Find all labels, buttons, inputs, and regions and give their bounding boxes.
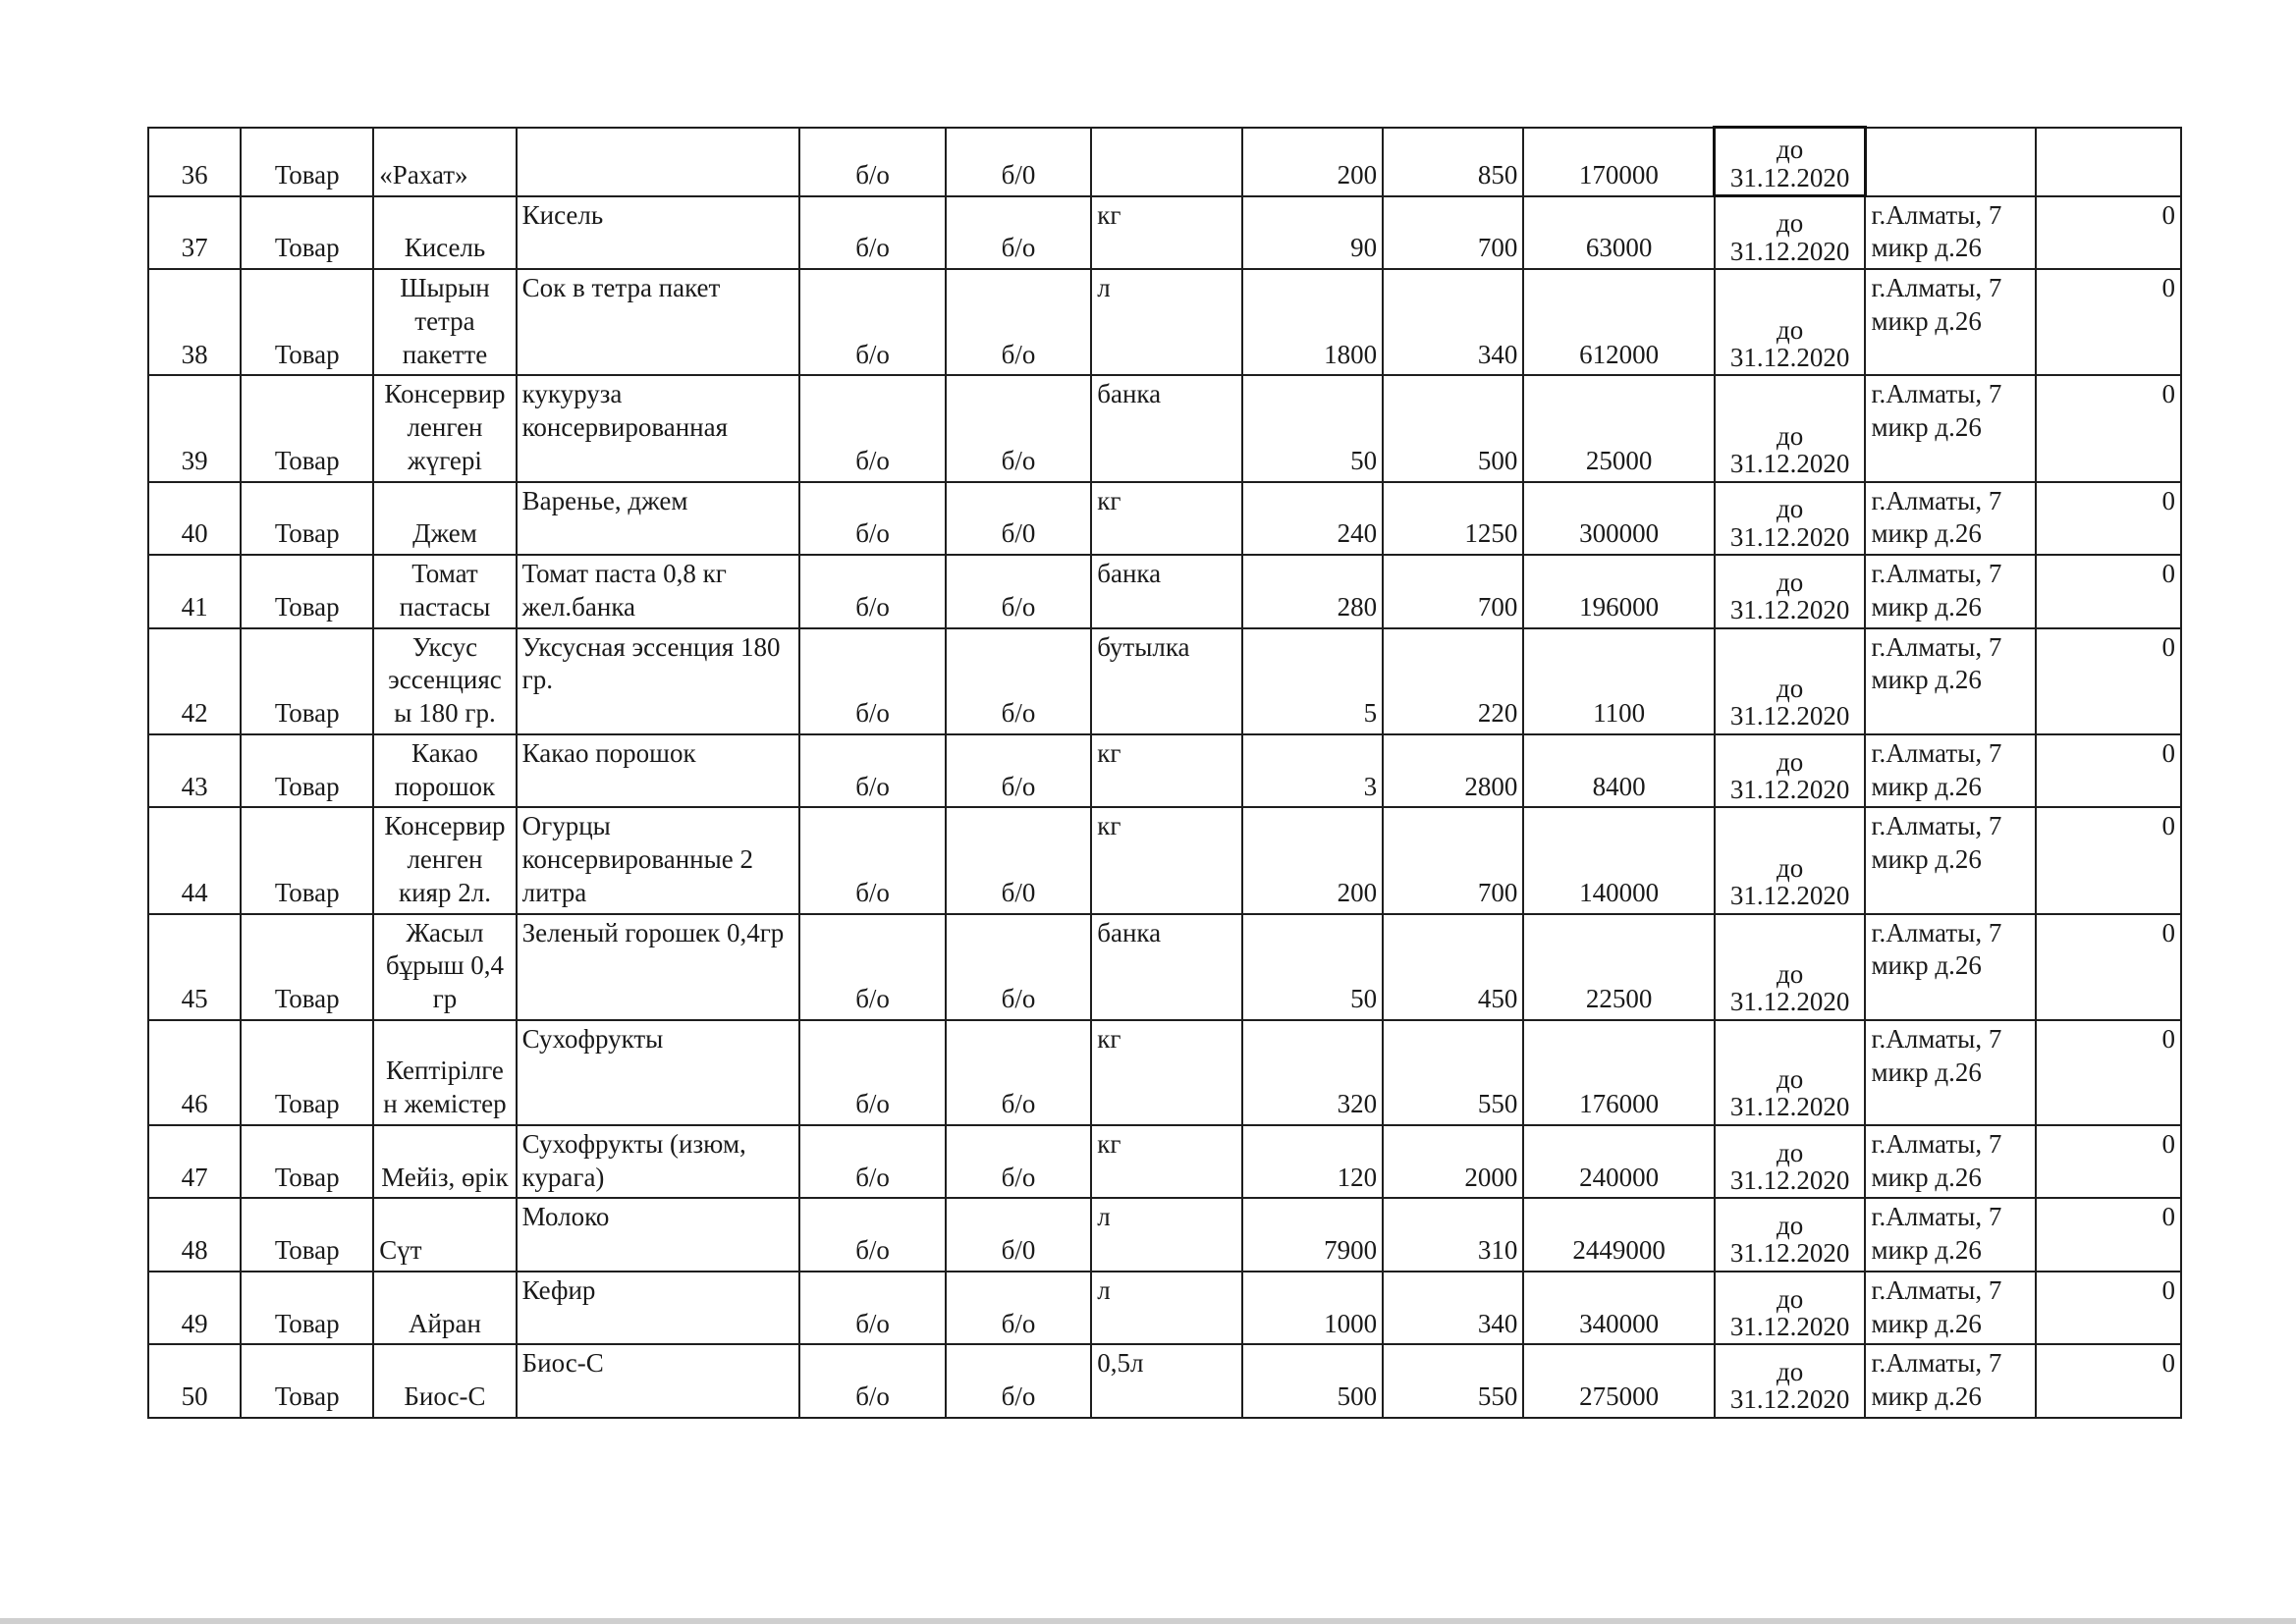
item-type: Товар <box>241 807 373 913</box>
unit-of-measure: банка <box>1091 375 1242 481</box>
deadline-prefix: до <box>1777 959 1804 990</box>
item-name-russian: Варенье, джем <box>517 482 800 556</box>
table-row <box>148 914 2181 1020</box>
packaging-mark-1: б/о <box>799 128 945 196</box>
delivery-address: г.Алматы, 7 микр д.26 <box>1865 914 2036 1020</box>
advance-percent <box>2036 128 2181 196</box>
quantity: 50 <box>1242 914 1383 1020</box>
packaging-mark-2: б/0 <box>946 1198 1091 1272</box>
delivery-deadline <box>1715 734 1866 808</box>
packaging-mark-2: б/о <box>946 628 1091 734</box>
delivery-deadline <box>1715 914 1866 1020</box>
delivery-deadline <box>1715 628 1866 734</box>
deadline-prefix: до <box>1777 208 1804 239</box>
table-row <box>148 1344 2181 1418</box>
total-amount: 170000 <box>1523 128 1715 196</box>
deadline-prefix: до <box>1777 1137 1804 1167</box>
packaging-mark-2: б/о <box>946 1344 1091 1418</box>
unit-price: 700 <box>1383 555 1523 628</box>
advance-percent: 0 <box>2036 482 2181 556</box>
total-amount: 22500 <box>1523 914 1715 1020</box>
advance-percent: 0 <box>2036 807 2181 913</box>
packaging-mark-1: б/о <box>799 1272 945 1345</box>
packaging-mark-1: б/о <box>799 482 945 556</box>
unit-of-measure: банка <box>1091 914 1242 1020</box>
item-name-kazakh: Жасыл бұрыш 0,4 гр <box>373 914 516 1020</box>
item-name-russian: Какао порошок <box>517 734 800 808</box>
quantity: 3 <box>1242 734 1383 808</box>
item-name-russian: Сухофрукты <box>517 1020 800 1125</box>
item-name-kazakh: Консервир ленген жүгері <box>373 375 516 481</box>
unit-of-measure: л <box>1091 269 1242 375</box>
quantity: 200 <box>1242 128 1383 196</box>
delivery-deadline <box>1715 555 1866 628</box>
unit-price: 500 <box>1383 375 1523 481</box>
unit-of-measure: л <box>1091 1198 1242 1272</box>
row-number: 50 <box>148 1344 241 1418</box>
deadline-date: 31.12.2020 <box>1729 1092 1850 1122</box>
item-type: Товар <box>241 269 373 375</box>
item-name-russian: Молоко <box>517 1198 800 1272</box>
packaging-mark-2: б/0 <box>946 807 1091 913</box>
item-name-kazakh: Консервир ленген кияр 2л. <box>373 807 516 913</box>
unit-of-measure: кг <box>1091 807 1242 913</box>
advance-percent: 0 <box>2036 914 2181 1020</box>
unit-of-measure: кг <box>1091 1020 1242 1125</box>
row-number: 39 <box>148 375 241 481</box>
item-name-russian: Огурцы консервированные 2 литра <box>517 807 800 913</box>
item-type: Товар <box>241 734 373 808</box>
delivery-deadline <box>1715 269 1866 375</box>
unit-of-measure: кг <box>1091 734 1242 808</box>
advance-percent: 0 <box>2036 734 2181 808</box>
table-row <box>148 1198 2181 1272</box>
deadline-prefix: до <box>1777 1283 1804 1314</box>
item-type: Товар <box>241 1020 373 1125</box>
quantity: 500 <box>1242 1344 1383 1418</box>
unit-of-measure: 0,5л <box>1091 1344 1242 1418</box>
deadline-date: 31.12.2020 <box>1729 987 1850 1017</box>
unit-price: 2800 <box>1383 734 1523 808</box>
unit-of-measure: банка <box>1091 555 1242 628</box>
deadline-prefix: до <box>1777 420 1804 451</box>
scan-edge <box>0 1618 2296 1624</box>
packaging-mark-1: б/о <box>799 1125 945 1199</box>
packaging-mark-2: б/о <box>946 196 1091 270</box>
deadline-prefix: до <box>1777 135 1804 165</box>
row-number: 36 <box>148 128 241 196</box>
delivery-address: г.Алматы, 7 микр д.26 <box>1865 628 2036 734</box>
item-name-russian: Кисель <box>517 196 800 270</box>
unit-price: 340 <box>1383 269 1523 375</box>
delivery-deadline <box>1715 807 1866 913</box>
table-row <box>148 1020 2181 1125</box>
table-row <box>148 375 2181 481</box>
packaging-mark-2: б/0 <box>946 128 1091 196</box>
delivery-address: г.Алматы, 7 микр д.26 <box>1865 1020 2036 1125</box>
item-name-russian: кукуруза консервированная <box>517 375 800 481</box>
item-name-russian: Томат паста 0,8 кг жел.банка <box>517 555 800 628</box>
delivery-deadline <box>1715 375 1866 481</box>
unit-of-measure: кг <box>1091 1125 1242 1199</box>
deadline-prefix: до <box>1777 1357 1804 1387</box>
row-number: 40 <box>148 482 241 556</box>
unit-of-measure <box>1091 128 1242 196</box>
table-row <box>148 196 2181 270</box>
advance-percent: 0 <box>2036 375 2181 481</box>
item-name-kazakh: Уксус эссенцияс ы 180 гр. <box>373 628 516 734</box>
deadline-prefix: до <box>1777 1211 1804 1241</box>
item-name-kazakh: Томат пастасы <box>373 555 516 628</box>
quantity: 320 <box>1242 1020 1383 1125</box>
procurement-table <box>147 126 2182 1419</box>
item-name-kazakh: Кисель <box>373 196 516 270</box>
packaging-mark-1: б/о <box>799 375 945 481</box>
total-amount: 176000 <box>1523 1020 1715 1125</box>
total-amount: 140000 <box>1523 807 1715 913</box>
packaging-mark-2: б/о <box>946 375 1091 481</box>
unit-price: 340 <box>1383 1272 1523 1345</box>
delivery-address: г.Алматы, 7 микр д.26 <box>1865 1272 2036 1345</box>
delivery-address: г.Алматы, 7 микр д.26 <box>1865 375 2036 481</box>
item-type: Товар <box>241 914 373 1020</box>
deadline-prefix: до <box>1777 746 1804 777</box>
quantity: 200 <box>1242 807 1383 913</box>
delivery-deadline <box>1715 196 1866 270</box>
total-amount: 612000 <box>1523 269 1715 375</box>
row-number: 45 <box>148 914 241 1020</box>
item-name-kazakh: «Рахат» <box>373 128 516 196</box>
total-amount: 275000 <box>1523 1344 1715 1418</box>
deadline-date: 31.12.2020 <box>1729 449 1850 479</box>
packaging-mark-2: б/0 <box>946 482 1091 556</box>
deadline-date: 31.12.2020 <box>1729 1384 1850 1415</box>
table-row <box>148 1125 2181 1199</box>
item-type: Товар <box>241 1125 373 1199</box>
delivery-address: г.Алматы, 7 микр д.26 <box>1865 807 2036 913</box>
packaging-mark-1: б/о <box>799 555 945 628</box>
delivery-deadline <box>1715 1020 1866 1125</box>
unit-price: 2000 <box>1383 1125 1523 1199</box>
packaging-mark-1: б/о <box>799 269 945 375</box>
total-amount: 63000 <box>1523 196 1715 270</box>
row-number: 41 <box>148 555 241 628</box>
row-number: 38 <box>148 269 241 375</box>
advance-percent: 0 <box>2036 269 2181 375</box>
row-number: 42 <box>148 628 241 734</box>
table-body <box>148 128 2181 1418</box>
unit-of-measure: бутылка <box>1091 628 1242 734</box>
advance-percent: 0 <box>2036 196 2181 270</box>
delivery-deadline <box>1715 1125 1866 1199</box>
item-type: Товар <box>241 628 373 734</box>
quantity: 90 <box>1242 196 1383 270</box>
unit-price: 550 <box>1383 1344 1523 1418</box>
item-type: Товар <box>241 482 373 556</box>
row-number: 37 <box>148 196 241 270</box>
packaging-mark-2: б/о <box>946 269 1091 375</box>
unit-price: 700 <box>1383 807 1523 913</box>
delivery-address: г.Алматы, 7 микр д.26 <box>1865 1125 2036 1199</box>
item-name-kazakh: Кептірілге н жемістер <box>373 1020 516 1125</box>
table-row <box>148 482 2181 556</box>
deadline-date: 31.12.2020 <box>1729 342 1850 372</box>
unit-price: 550 <box>1383 1020 1523 1125</box>
packaging-mark-1: б/о <box>799 1344 945 1418</box>
advance-percent: 0 <box>2036 1344 2181 1418</box>
row-number: 48 <box>148 1198 241 1272</box>
total-amount: 300000 <box>1523 482 1715 556</box>
delivery-address <box>1865 128 2036 196</box>
delivery-deadline <box>1715 128 1866 196</box>
quantity: 240 <box>1242 482 1383 556</box>
advance-percent: 0 <box>2036 1272 2181 1345</box>
item-name-kazakh: Сүт <box>373 1198 516 1272</box>
quantity: 1800 <box>1242 269 1383 375</box>
item-name-russian: Зеленый горошек 0,4гр <box>517 914 800 1020</box>
total-amount: 240000 <box>1523 1125 1715 1199</box>
deadline-date: 31.12.2020 <box>1729 701 1850 731</box>
packaging-mark-1: б/о <box>799 1198 945 1272</box>
item-type: Товар <box>241 1272 373 1345</box>
deadline-prefix: до <box>1777 567 1804 597</box>
delivery-address: г.Алматы, 7 микр д.26 <box>1865 196 2036 270</box>
unit-of-measure: л <box>1091 1272 1242 1345</box>
packaging-mark-1: б/о <box>799 196 945 270</box>
advance-percent: 0 <box>2036 1198 2181 1272</box>
deadline-date: 31.12.2020 <box>1729 1164 1850 1195</box>
deadline-date: 31.12.2020 <box>1729 162 1850 192</box>
item-name-kazakh: Какао порошок <box>373 734 516 808</box>
delivery-address: г.Алматы, 7 микр д.26 <box>1865 1198 2036 1272</box>
packaging-mark-1: б/о <box>799 914 945 1020</box>
unit-price: 850 <box>1383 128 1523 196</box>
quantity: 1000 <box>1242 1272 1383 1345</box>
delivery-deadline <box>1715 482 1866 556</box>
unit-of-measure: кг <box>1091 482 1242 556</box>
total-amount: 1100 <box>1523 628 1715 734</box>
advance-percent: 0 <box>2036 1125 2181 1199</box>
item-name-russian: Кефир <box>517 1272 800 1345</box>
delivery-deadline <box>1715 1198 1866 1272</box>
table-row <box>148 807 2181 913</box>
row-number: 43 <box>148 734 241 808</box>
deadline-date: 31.12.2020 <box>1729 521 1850 552</box>
total-amount: 2449000 <box>1523 1198 1715 1272</box>
advance-percent: 0 <box>2036 1020 2181 1125</box>
total-amount: 25000 <box>1523 375 1715 481</box>
packaging-mark-2: б/о <box>946 1272 1091 1345</box>
advance-percent: 0 <box>2036 555 2181 628</box>
unit-price: 1250 <box>1383 482 1523 556</box>
item-type: Товар <box>241 555 373 628</box>
quantity: 280 <box>1242 555 1383 628</box>
item-name-russian <box>517 128 800 196</box>
item-name-kazakh: Айран <box>373 1272 516 1345</box>
item-name-russian: Сухофрукты (изюм, курага) <box>517 1125 800 1199</box>
item-name-kazakh: Шырын тетра пакетте <box>373 269 516 375</box>
packaging-mark-2: б/о <box>946 1020 1091 1125</box>
deadline-prefix: до <box>1777 674 1804 704</box>
packaging-mark-1: б/о <box>799 1020 945 1125</box>
row-number: 44 <box>148 807 241 913</box>
item-name-russian: Биос-С <box>517 1344 800 1418</box>
deadline-date: 31.12.2020 <box>1729 1311 1850 1341</box>
table-row <box>148 269 2181 375</box>
table-row <box>148 734 2181 808</box>
table-row <box>148 1272 2181 1345</box>
item-name-kazakh: Биос-С <box>373 1344 516 1418</box>
packaging-mark-2: б/о <box>946 555 1091 628</box>
unit-price: 700 <box>1383 196 1523 270</box>
quantity: 7900 <box>1242 1198 1383 1272</box>
packaging-mark-1: б/о <box>799 807 945 913</box>
deadline-prefix: до <box>1777 314 1804 345</box>
table-row <box>148 555 2181 628</box>
total-amount: 340000 <box>1523 1272 1715 1345</box>
deadline-date: 31.12.2020 <box>1729 881 1850 911</box>
delivery-deadline <box>1715 1272 1866 1345</box>
row-number: 46 <box>148 1020 241 1125</box>
table-row <box>148 628 2181 734</box>
total-amount: 8400 <box>1523 734 1715 808</box>
quantity: 120 <box>1242 1125 1383 1199</box>
item-type: Товар <box>241 375 373 481</box>
deadline-date: 31.12.2020 <box>1729 236 1850 266</box>
unit-price: 450 <box>1383 914 1523 1020</box>
quantity: 50 <box>1242 375 1383 481</box>
deadline-date: 31.12.2020 <box>1729 774 1850 804</box>
item-type: Товар <box>241 1198 373 1272</box>
advance-percent: 0 <box>2036 628 2181 734</box>
item-name-kazakh: Мейiз, өрiк <box>373 1125 516 1199</box>
row-number: 49 <box>148 1272 241 1345</box>
delivery-deadline <box>1715 1344 1866 1418</box>
delivery-address: г.Алматы, 7 микр д.26 <box>1865 734 2036 808</box>
packaging-mark-1: б/о <box>799 628 945 734</box>
deadline-date: 31.12.2020 <box>1729 595 1850 625</box>
deadline-prefix: до <box>1777 494 1804 524</box>
packaging-mark-2: б/о <box>946 1125 1091 1199</box>
row-number: 47 <box>148 1125 241 1199</box>
packaging-mark-1: б/о <box>799 734 945 808</box>
item-name-kazakh: Джем <box>373 482 516 556</box>
item-type: Товар <box>241 1344 373 1418</box>
packaging-mark-2: б/о <box>946 734 1091 808</box>
delivery-address: г.Алматы, 7 микр д.26 <box>1865 482 2036 556</box>
delivery-address: г.Алматы, 7 микр д.26 <box>1865 269 2036 375</box>
deadline-date: 31.12.2020 <box>1729 1238 1850 1269</box>
unit-of-measure: кг <box>1091 196 1242 270</box>
delivery-address: г.Алматы, 7 микр д.26 <box>1865 1344 2036 1418</box>
total-amount: 196000 <box>1523 555 1715 628</box>
deadline-prefix: до <box>1777 1064 1804 1095</box>
deadline-prefix: до <box>1777 852 1804 883</box>
unit-price: 220 <box>1383 628 1523 734</box>
item-type: Товар <box>241 196 373 270</box>
quantity: 5 <box>1242 628 1383 734</box>
delivery-address: г.Алматы, 7 микр д.26 <box>1865 555 2036 628</box>
item-name-russian: Уксусная эссенция 180 гр. <box>517 628 800 734</box>
item-name-russian: Сок в тетра пакет <box>517 269 800 375</box>
packaging-mark-2: б/о <box>946 914 1091 1020</box>
unit-price: 310 <box>1383 1198 1523 1272</box>
table-row <box>148 128 2181 196</box>
item-type: Товар <box>241 128 373 196</box>
